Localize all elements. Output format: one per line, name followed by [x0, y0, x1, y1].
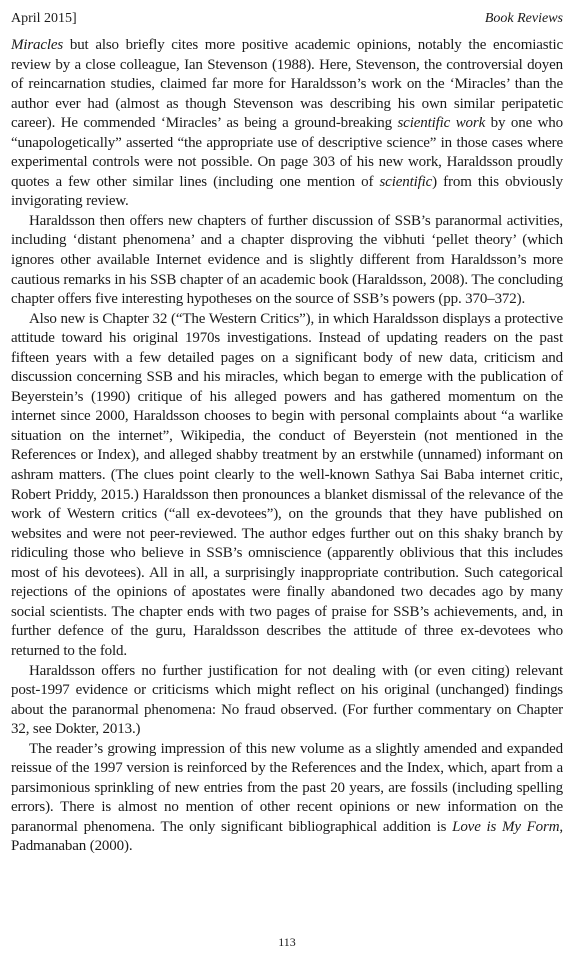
- text-run: Haraldsson offers no further justification for not dealing with (or even citing) relevant post-1997 evidence or criticisms which might reflect on his original (unchanged) findings about the paranormal phenomena: No fraud observed. (For further commentary on Chapter 32, see Dokter, 2013.): [11, 662, 563, 738]
- text-run: ) from this obviously invigorating review.: [11, 173, 563, 210]
- body-text: [11, 36, 563, 857]
- paragraph: [11, 310, 563, 662]
- text-run: , Padmanaban (2000).: [11, 818, 563, 855]
- text-run: Haraldsson then offers new chapters of further discussion of SSB’s paranormal activities, including ‘distant phenomena’ and a chapter disproving the vibhuti ‘pellet theory’ (which ignores other available Internet evidence and is slightly different from Haraldsson’s more cautious remarks in his SSB chapter of an academic book (Haraldsson, 2008). The concluding chapter offers five interesting hypotheses on the source of SSB’s powers (pp. 370–372).: [11, 212, 563, 308]
- page-number: 113: [278, 935, 296, 949]
- italic-text: scientific work: [397, 115, 486, 132]
- paragraph: [11, 212, 563, 310]
- italic-text: scientific: [379, 173, 433, 190]
- running-head-section: Book Reviews: [484, 11, 563, 26]
- text-run: by one who “unapologetically” asserted “the appropriate use of descriptive science” in those cases where experimental controls were not possible. On page 303 of his new work, Haraldsson proudly quotes a few other similar lines (including one mention of: [11, 115, 564, 190]
- text-run: The reader’s growing impression of this new volume as a slightly amended and expanded reissue of the 1997 version is reinforced by the References and the Index, which, apart from a parsimonious sprinkling of new entries from the past 20 years, are fossils (including spelling errors). There is almost no mention of other recent opinions or new information on the paranormal phenomena. The only significant bibliographical addition is: [11, 740, 563, 835]
- text-run: Also new is Chapter 32 (“The Western Critics”), in which Haraldsson displays a protective attitude toward his original 1970s investigations. Instead of updating readers on the past fifteen years with a few detailed pages on a significant body of new data, criticism and discussion concerning SSB and his miracles, which began to emerge with the publication of Beyerstein’s (1990) critique of his alleged powers and has gathered momentum on the internet since 2000, Haraldsson chooses to begin with personal complaints about “a warlike situation on the internet”, Wikipedia, the conduct of Beyerstein (not mentioned in the References or Index), and alleged shabby treatment by an erstwhile (unnamed) informant on ashram matters. (The clues point clearly to the well-known Sathya Sai Baba internet critic, Robert Priddy, 2015.) Haraldsson then pronounces a blanket dismissal of the relevance of the work of Western critics (“all ex-devotees”), on the grounds that they have published on websites and were not peer-reviewed. The author edges further out on this shaky branch by ridiculing those who believe in SSB’s omniscience (apparently oblivious that this includes most of his devotees). All in all, a surprisingly inappropriate contribution. Such categorical rejections of the opinions of apostates were finally abandoned two decades ago by many social scientists. The chapter ends with two pages of praise for SSB’s achievements, and, in further defence of the guru, Haraldsson describes the attitude of three ex-devotees who returned to the fold.: [11, 310, 563, 659]
- running-head: [11, 10, 563, 28]
- paragraph: [11, 662, 563, 740]
- paragraph: [11, 36, 563, 212]
- paragraph: [11, 740, 563, 857]
- running-head-date: April 2015]: [11, 11, 77, 26]
- document-page: [11, 10, 563, 950]
- italic-text: Miracles: [11, 37, 64, 53]
- italic-text: Love is My Form: [452, 818, 560, 835]
- text-run: but also briefly cites more positive academic opinions, notably the encomiastic review by a close colleague, Ian Stevenson (1988). Here, Stevenson, the controversial doyen of reincarnation studies, claimed far more for Haraldsson’s work on the ‘Miracles’ than the author ever had (almost as though Stevenson was describing his own similar peripatetic career). He commended ‘Miracles’ as being a ground-breaking: [11, 37, 563, 132]
